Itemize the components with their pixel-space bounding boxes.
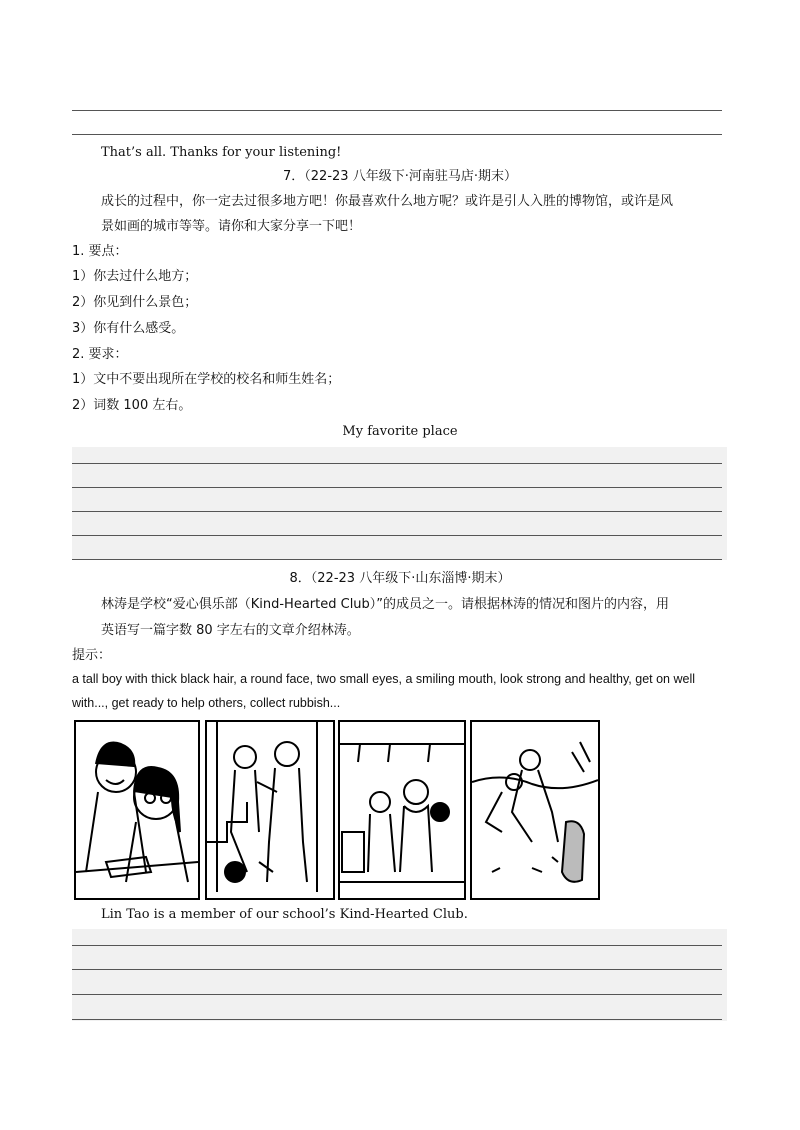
closing-sentence: That’s all. Thanks for your listening!	[101, 145, 342, 160]
q8-hint-line2: with..., get ready to help others, collect rubbish...	[72, 696, 341, 710]
q7-item: 2. 要求：	[72, 347, 128, 362]
answer-line	[72, 535, 722, 536]
answer-line	[72, 1019, 722, 1020]
q7-item: 3）你有什么感受。	[72, 321, 185, 336]
q8-intro-line2: 英语写一篇字数 80 字左右的文章介绍林涛。	[101, 623, 360, 638]
q8-hint-label: 提示：	[72, 648, 112, 663]
writing-area[interactable]	[72, 929, 727, 1021]
answer-line	[72, 487, 722, 488]
q7-header: 7．（22-23 八年级下·河南驻马店·期末）	[283, 169, 517, 184]
q7-item: 1）文中不要出现所在学校的校名和师生姓名；	[72, 372, 341, 387]
q8-opening-sentence: Lin Tao is a member of our school’s Kind-Hearted Club.	[101, 907, 468, 922]
q7-intro-line1: 成长的过程中，你一定去过很多地方吧！你最喜欢什么地方呢？或许是引人入胜的博物馆，或许是风	[101, 194, 674, 209]
q8-hint-line1: a tall boy with thick black hair, a round face, two small eyes, a smiling mouth, look strong and healthy, get on well	[72, 672, 696, 686]
illustration-panel-stairs	[205, 720, 335, 900]
q7-intro-line2: 景如画的城市等等。请你和大家分享一下吧！	[101, 219, 362, 234]
answer-line	[72, 110, 722, 111]
q8-header: 8．（22-23 八年级下·山东淄博·期末）	[289, 571, 511, 586]
q7-item: 2）词数 100 左右。	[72, 398, 192, 413]
answer-line	[72, 969, 722, 970]
q7-item: 1）你去过什么地方；	[72, 269, 198, 284]
answer-line	[72, 994, 722, 995]
illustration-panel-bus	[338, 720, 466, 900]
q7-item: 1. 要点：	[72, 244, 128, 259]
q8-intro-line1: 林涛是学校“爱心俱乐部（Kind-Hearted Club）”的成员之一。请根据林涛的情况和图片的内容，用	[101, 597, 670, 612]
answer-line	[72, 945, 722, 946]
illustration-panel-rubbish	[470, 720, 600, 900]
answer-line	[72, 463, 722, 464]
answer-line	[72, 511, 722, 512]
answer-line	[72, 559, 722, 560]
q7-item: 2）你见到什么景色；	[72, 295, 198, 310]
illustration-panel-homework	[74, 720, 200, 900]
answer-line	[72, 134, 722, 135]
q7-title: My favorite place	[342, 424, 458, 439]
